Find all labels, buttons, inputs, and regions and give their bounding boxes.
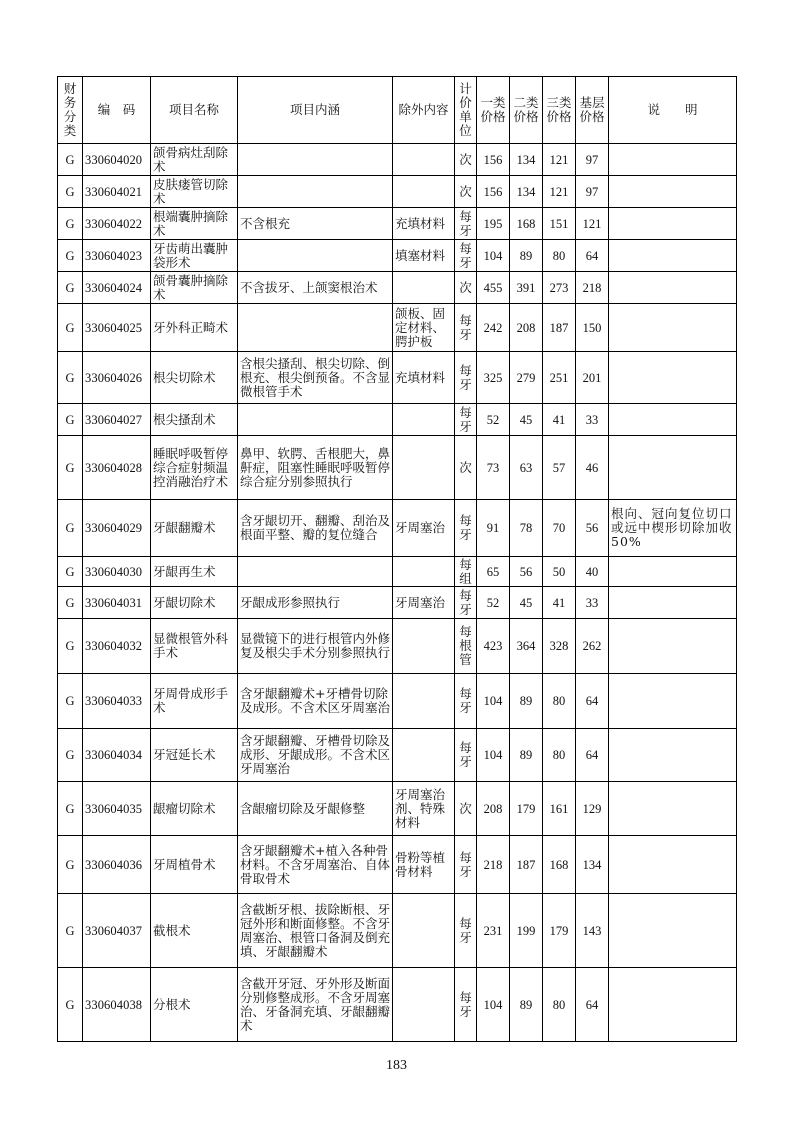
table-row — [58, 304, 737, 352]
row-price3: 151 — [543, 208, 576, 240]
row-price2: 364 — [510, 619, 543, 674]
row-price2: 89 — [510, 729, 543, 782]
row-note — [609, 208, 737, 240]
row-note — [609, 144, 737, 176]
row-content: 含牙龈翻瓣术+牙槽骨切除及成形。不含术区牙周塞治 — [238, 674, 393, 729]
header-content: 项目内涵 — [238, 77, 393, 144]
row-price4: 201 — [576, 352, 609, 404]
row-excluded — [393, 436, 455, 500]
row-unit: 每牙 — [455, 500, 477, 557]
row-price3: 70 — [543, 500, 576, 557]
row-price3: 50 — [543, 557, 576, 587]
row-note — [609, 240, 737, 272]
row-name: 分根术 — [151, 968, 238, 1042]
row-note — [609, 557, 737, 587]
row-price3: 80 — [543, 240, 576, 272]
row-name: 根端囊肿摘除术 — [151, 208, 238, 240]
header-name: 项目名称 — [151, 77, 238, 144]
header-row — [58, 77, 737, 144]
row-price2: 89 — [510, 674, 543, 729]
row-unit: 每牙 — [455, 674, 477, 729]
table-row — [58, 144, 737, 176]
row-code: 330604025 — [83, 304, 151, 352]
row-unit: 每牙 — [455, 729, 477, 782]
row-excluded — [393, 144, 455, 176]
table-row — [58, 176, 737, 208]
row-price3: 273 — [543, 272, 576, 304]
row-name: 牙齿萌出囊肿袋形术 — [151, 240, 238, 272]
table-row — [58, 500, 737, 557]
row-price3: 251 — [543, 352, 576, 404]
row-note — [609, 272, 737, 304]
row-price4: 97 — [576, 176, 609, 208]
table-row — [58, 404, 737, 436]
row-name: 龈瘤切除术 — [151, 782, 238, 836]
row-price1: 156 — [477, 176, 510, 208]
row-price4: 64 — [576, 729, 609, 782]
row-price2: 45 — [510, 587, 543, 619]
row-category: G — [58, 782, 83, 836]
row-content: 含截开牙冠、牙外形及断面分别修整成形。不含牙周塞治、牙备洞充填、牙龈翻瓣术 — [238, 968, 393, 1042]
row-note — [609, 894, 737, 968]
row-content — [238, 144, 393, 176]
header-price3: 三类价格 — [543, 77, 576, 144]
row-code: 330604036 — [83, 836, 151, 894]
row-price2: 134 — [510, 144, 543, 176]
row-content — [238, 176, 393, 208]
row-price4: 121 — [576, 208, 609, 240]
row-name: 牙龈翻瓣术 — [151, 500, 238, 557]
row-content — [238, 240, 393, 272]
row-price4: 56 — [576, 500, 609, 557]
row-code: 330604021 — [83, 176, 151, 208]
row-price1: 104 — [477, 729, 510, 782]
row-price3: 328 — [543, 619, 576, 674]
row-unit: 次 — [455, 436, 477, 500]
table-row — [58, 557, 737, 587]
row-excluded: 充填材料 — [393, 208, 455, 240]
row-price2: 89 — [510, 240, 543, 272]
row-price2: 78 — [510, 500, 543, 557]
row-content: 不含拔牙、上颌窦根治术 — [238, 272, 393, 304]
row-note — [609, 674, 737, 729]
row-price3: 41 — [543, 587, 576, 619]
row-price1: 52 — [477, 404, 510, 436]
row-name: 根尖搔刮术 — [151, 404, 238, 436]
row-price4: 150 — [576, 304, 609, 352]
row-price1: 65 — [477, 557, 510, 587]
row-category: G — [58, 500, 83, 557]
row-note — [609, 436, 737, 500]
row-unit: 每牙 — [455, 587, 477, 619]
header-note: 说 明 — [609, 77, 737, 144]
row-excluded — [393, 894, 455, 968]
row-code: 330604033 — [83, 674, 151, 729]
row-category: G — [58, 894, 83, 968]
row-price1: 104 — [477, 240, 510, 272]
row-price1: 242 — [477, 304, 510, 352]
row-name: 牙龈切除术 — [151, 587, 238, 619]
page-number: 183 — [386, 1058, 407, 1073]
table-row — [58, 240, 737, 272]
table-row — [58, 674, 737, 729]
row-content: 不含根充 — [238, 208, 393, 240]
table-row — [58, 729, 737, 782]
row-price2: 199 — [510, 894, 543, 968]
row-price2: 45 — [510, 404, 543, 436]
header-price2: 二类价格 — [510, 77, 543, 144]
row-price1: 423 — [477, 619, 510, 674]
row-content: 含牙龈翻瓣术+植入各种骨材料。不含牙周塞治、自体骨取骨术 — [238, 836, 393, 894]
header-price4: 基层价格 — [576, 77, 609, 144]
row-content — [238, 557, 393, 587]
table-row — [58, 894, 737, 968]
row-price1: 231 — [477, 894, 510, 968]
row-category: G — [58, 587, 83, 619]
row-unit: 次 — [455, 782, 477, 836]
row-code: 330604023 — [83, 240, 151, 272]
row-price3: 121 — [543, 176, 576, 208]
row-code: 330604031 — [83, 587, 151, 619]
price-table — [57, 76, 737, 1042]
header-unit: 计价单位 — [455, 77, 477, 144]
row-price1: 104 — [477, 968, 510, 1042]
table-row — [58, 436, 737, 500]
row-unit: 每组 — [455, 557, 477, 587]
row-content: 含截断牙根、拔除断根、牙冠外形和断面修整。不含牙周塞治、根管口备洞及倒充填、牙龈翻瓣术 — [238, 894, 393, 968]
row-unit: 次 — [455, 272, 477, 304]
row-content: 牙龈成形参照执行 — [238, 587, 393, 619]
row-content: 含龈瘤切除及牙龈修整 — [238, 782, 393, 836]
row-code: 330604034 — [83, 729, 151, 782]
row-price4: 129 — [576, 782, 609, 836]
row-price2: 134 — [510, 176, 543, 208]
row-unit: 每牙 — [455, 240, 477, 272]
row-unit: 每牙 — [455, 208, 477, 240]
row-excluded — [393, 674, 455, 729]
row-price4: 64 — [576, 240, 609, 272]
row-excluded — [393, 729, 455, 782]
row-code: 330604037 — [83, 894, 151, 968]
row-name: 颌骨囊肿摘除术 — [151, 272, 238, 304]
row-price4: 33 — [576, 587, 609, 619]
row-price4: 134 — [576, 836, 609, 894]
row-name: 截根术 — [151, 894, 238, 968]
row-price1: 325 — [477, 352, 510, 404]
row-category: G — [58, 729, 83, 782]
row-excluded — [393, 619, 455, 674]
row-unit: 每牙 — [455, 836, 477, 894]
row-name: 显微根管外科手术 — [151, 619, 238, 674]
row-price3: 161 — [543, 782, 576, 836]
row-price2: 187 — [510, 836, 543, 894]
row-price2: 208 — [510, 304, 543, 352]
row-content — [238, 404, 393, 436]
row-price4: 64 — [576, 968, 609, 1042]
header-excluded: 除外内容 — [393, 77, 455, 144]
table-row — [58, 208, 737, 240]
row-code: 330604022 — [83, 208, 151, 240]
row-price3: 187 — [543, 304, 576, 352]
row-code: 330604029 — [83, 500, 151, 557]
table-row — [58, 836, 737, 894]
row-content: 含牙龈切开、翻瓣、刮治及根面平整、瓣的复位缝合 — [238, 500, 393, 557]
row-price3: 80 — [543, 968, 576, 1042]
row-unit: 每牙 — [455, 404, 477, 436]
row-price3: 41 — [543, 404, 576, 436]
row-price2: 168 — [510, 208, 543, 240]
row-price2: 279 — [510, 352, 543, 404]
row-excluded — [393, 176, 455, 208]
row-price3: 80 — [543, 674, 576, 729]
row-price4: 262 — [576, 619, 609, 674]
row-price4: 218 — [576, 272, 609, 304]
row-note — [609, 729, 737, 782]
row-name: 睡眠呼吸暂停综合症射频温控消融治疗术 — [151, 436, 238, 500]
row-excluded: 充填材料 — [393, 352, 455, 404]
row-code: 330604032 — [83, 619, 151, 674]
row-price3: 80 — [543, 729, 576, 782]
row-category: G — [58, 144, 83, 176]
table-row — [58, 782, 737, 836]
row-price1: 208 — [477, 782, 510, 836]
row-name: 根尖切除术 — [151, 352, 238, 404]
row-price1: 91 — [477, 500, 510, 557]
row-content: 含根尖搔刮、根尖切除、倒根充、根尖倒预备。不含显微根管手术 — [238, 352, 393, 404]
row-excluded — [393, 968, 455, 1042]
row-price4: 64 — [576, 674, 609, 729]
row-note — [609, 782, 737, 836]
row-note — [609, 587, 737, 619]
row-price1: 455 — [477, 272, 510, 304]
row-excluded: 牙周塞治 — [393, 587, 455, 619]
row-price1: 156 — [477, 144, 510, 176]
row-excluded: 牙周塞治 — [393, 500, 455, 557]
row-code: 330604027 — [83, 404, 151, 436]
row-price4: 40 — [576, 557, 609, 587]
row-name: 牙外科正畸术 — [151, 304, 238, 352]
row-unit: 每牙 — [455, 304, 477, 352]
row-unit: 每根管 — [455, 619, 477, 674]
table-row — [58, 272, 737, 304]
row-category: G — [58, 272, 83, 304]
row-price1: 218 — [477, 836, 510, 894]
row-note — [609, 968, 737, 1042]
row-category: G — [58, 619, 83, 674]
row-unit: 每牙 — [455, 968, 477, 1042]
row-note — [609, 176, 737, 208]
header-code: 编 码 — [83, 77, 151, 144]
header-category — [58, 77, 83, 144]
header-category-text: 财务分类 — [63, 81, 77, 138]
row-category: G — [58, 836, 83, 894]
row-price4: 33 — [576, 404, 609, 436]
row-price2: 63 — [510, 436, 543, 500]
row-unit: 每牙 — [455, 894, 477, 968]
row-category: G — [58, 968, 83, 1042]
row-price3: 57 — [543, 436, 576, 500]
row-content: 鼻甲、软腭、舌根肥大，鼻鼾症，阻塞性睡眠呼吸暂停综合症分别参照执行 — [238, 436, 393, 500]
row-name: 皮肤瘘管切除术 — [151, 176, 238, 208]
row-content: 含牙龈翻瓣、牙槽骨切除及成形、牙龈成形。不含术区牙周塞治 — [238, 729, 393, 782]
row-code: 330604028 — [83, 436, 151, 500]
row-category: G — [58, 240, 83, 272]
row-category: G — [58, 352, 83, 404]
row-price2: 391 — [510, 272, 543, 304]
row-note — [609, 352, 737, 404]
row-excluded — [393, 272, 455, 304]
row-category: G — [58, 557, 83, 587]
row-price4: 143 — [576, 894, 609, 968]
row-category: G — [58, 674, 83, 729]
row-price4: 97 — [576, 144, 609, 176]
table-row — [58, 587, 737, 619]
row-category: G — [58, 176, 83, 208]
row-note: 根向、冠向复位切口或远中楔形切除加收50% — [609, 500, 737, 557]
row-code: 330604020 — [83, 144, 151, 176]
row-category: G — [58, 304, 83, 352]
row-excluded: 填塞材料 — [393, 240, 455, 272]
table-row — [58, 619, 737, 674]
row-note — [609, 304, 737, 352]
row-price1: 104 — [477, 674, 510, 729]
row-price3: 168 — [543, 836, 576, 894]
row-price1: 73 — [477, 436, 510, 500]
table-row — [58, 352, 737, 404]
row-excluded: 颌板、固定材料、腭护板 — [393, 304, 455, 352]
row-price2: 179 — [510, 782, 543, 836]
header-price1: 一类价格 — [477, 77, 510, 144]
row-price1: 195 — [477, 208, 510, 240]
row-name: 牙周植骨术 — [151, 836, 238, 894]
row-note — [609, 836, 737, 894]
row-note — [609, 619, 737, 674]
row-excluded — [393, 404, 455, 436]
row-name: 颌骨病灶刮除术 — [151, 144, 238, 176]
row-note — [609, 404, 737, 436]
row-price2: 89 — [510, 968, 543, 1042]
row-code: 330604030 — [83, 557, 151, 587]
row-unit: 次 — [455, 176, 477, 208]
row-name: 牙周骨成形手术 — [151, 674, 238, 729]
row-category: G — [58, 436, 83, 500]
row-code: 330604026 — [83, 352, 151, 404]
row-category: G — [58, 404, 83, 436]
row-name: 牙冠延长术 — [151, 729, 238, 782]
row-code: 330604038 — [83, 968, 151, 1042]
row-name: 牙龈再生术 — [151, 557, 238, 587]
row-unit: 每牙 — [455, 352, 477, 404]
row-code: 330604024 — [83, 272, 151, 304]
row-price1: 52 — [477, 587, 510, 619]
row-price3: 121 — [543, 144, 576, 176]
row-content: 显微镜下的进行根管内外修复及根尖手术分别参照执行 — [238, 619, 393, 674]
row-unit: 次 — [455, 144, 477, 176]
row-code: 330604035 — [83, 782, 151, 836]
row-excluded: 骨粉等植骨材料 — [393, 836, 455, 894]
row-price2: 56 — [510, 557, 543, 587]
row-price4: 46 — [576, 436, 609, 500]
row-excluded: 牙周塞治剂、特殊材料 — [393, 782, 455, 836]
row-price3: 179 — [543, 894, 576, 968]
row-content — [238, 304, 393, 352]
row-excluded — [393, 557, 455, 587]
table-row — [58, 968, 737, 1042]
row-category: G — [58, 208, 83, 240]
